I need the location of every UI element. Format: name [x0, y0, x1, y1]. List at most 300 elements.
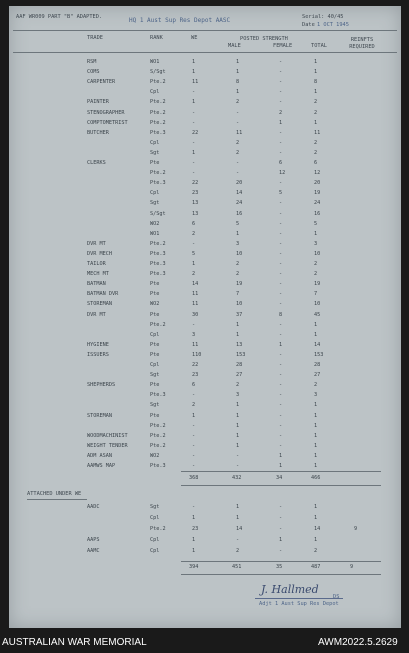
- row-trade: STOREMAN: [87, 301, 112, 308]
- row-female: -: [279, 59, 283, 65]
- row-rank: Pte: [150, 341, 160, 348]
- table-row: [9, 99, 401, 106]
- column-rank: RANK: [150, 35, 163, 41]
- row-we: 1: [192, 412, 196, 419]
- row-rank: Pte.3: [150, 180, 166, 187]
- row-male: 1: [236, 412, 240, 419]
- archive-reference: AWM2022.5.2629: [318, 637, 398, 648]
- row-we: -: [192, 442, 196, 449]
- row-male: 14: [236, 190, 243, 197]
- row-we: 1: [192, 69, 196, 76]
- row-trade: TAILOR: [87, 261, 106, 267]
- row-male: 20: [236, 180, 243, 187]
- row-trade: BUTCHER: [87, 129, 109, 136]
- row-trade: ADM ASAN: [87, 452, 112, 459]
- row-male: 1: [236, 321, 240, 328]
- row-rank: Sgt: [150, 372, 160, 379]
- table-row: [9, 548, 401, 555]
- row-total: 1: [314, 432, 318, 439]
- row-male: 2: [236, 271, 240, 278]
- row-male: 2: [236, 261, 240, 267]
- row-total: 28: [314, 362, 321, 368]
- row-male: -: [236, 463, 240, 469]
- row-female: -: [279, 139, 283, 146]
- row-trade: STENOGRAPHER: [87, 109, 125, 116]
- row-total: 1: [314, 89, 318, 96]
- row-male: 1: [236, 515, 240, 521]
- row-total: 1: [314, 442, 318, 449]
- row-rank: Cpl: [150, 515, 160, 521]
- row-rank: Pte.3: [150, 250, 166, 257]
- row-total: 11: [314, 129, 321, 136]
- row-female: -: [279, 79, 283, 86]
- row-rank: Pte.2: [150, 170, 166, 177]
- table-row: [9, 59, 401, 66]
- row-rank: Cpl: [150, 548, 160, 554]
- grand-total-rule-lower: [181, 574, 381, 575]
- signatory-title: Adjt 1 Aust Sup Res Depot: [259, 601, 339, 607]
- row-trade: STOREMAN: [87, 412, 112, 419]
- table-row: [9, 160, 401, 167]
- row-female: -: [279, 515, 283, 521]
- row-female: -: [279, 372, 283, 379]
- row-trade: CLERKS: [87, 160, 106, 166]
- table-row: [9, 211, 401, 218]
- row-female: -: [279, 526, 283, 532]
- handwritten-signature: J. Hallmed: [261, 583, 319, 596]
- row-rank: Pte.3: [150, 129, 166, 136]
- row-total: 1: [314, 537, 318, 543]
- row-total: 14: [314, 526, 321, 532]
- date-stamp: 1 OCT 1945: [317, 22, 349, 28]
- subtotal-total: 466: [311, 475, 321, 481]
- row-we: 1: [192, 99, 196, 106]
- row-rank: WO2: [150, 301, 160, 308]
- row-we: 13: [192, 200, 199, 207]
- row-total: 20: [314, 180, 321, 187]
- form-reference: AAF WR009 PART "B" ADAPTED.: [16, 14, 103, 20]
- row-rank: Pte: [150, 382, 160, 389]
- table-row: [9, 382, 401, 389]
- archive-footer: [0, 632, 409, 653]
- table-row: [9, 261, 401, 268]
- row-we: 23: [192, 372, 199, 379]
- row-rank: WO2: [150, 220, 160, 227]
- row-we: -: [192, 170, 196, 177]
- row-we: -: [192, 89, 196, 96]
- row-rank: Pte.2: [150, 422, 166, 429]
- row-rank: S/Sgt: [150, 69, 166, 76]
- table-row: [9, 537, 401, 544]
- row-rank: Cpl: [150, 362, 160, 368]
- row-female: 5: [279, 190, 283, 197]
- row-we: 1: [192, 537, 196, 543]
- row-we: -: [192, 240, 196, 247]
- table-row: [9, 221, 401, 228]
- row-female: 1: [279, 463, 283, 469]
- column-reinforcements: REINFTS REQUIRED: [349, 37, 375, 51]
- row-rank: WO1: [150, 230, 160, 237]
- row-female: -: [279, 129, 283, 136]
- row-rank: Pte: [150, 160, 160, 166]
- row-we: 11: [192, 79, 199, 86]
- grand-total-rule: [181, 561, 381, 562]
- row-we: 1: [192, 548, 196, 554]
- row-we: 6: [192, 220, 196, 227]
- row-male: 2: [236, 382, 240, 389]
- row-female: -: [279, 69, 283, 76]
- row-female: 12: [279, 170, 286, 177]
- row-female: -: [279, 220, 283, 227]
- row-trade: WOODMACHINIST: [87, 432, 128, 439]
- attached-section-label: ATTACHED UNDER WE: [27, 491, 82, 497]
- row-female: 6: [279, 160, 283, 166]
- row-female: -: [279, 382, 283, 389]
- row-male: 1: [236, 442, 240, 449]
- grand-total-male: 451: [232, 564, 242, 570]
- row-male: 1: [236, 422, 240, 429]
- row-male: 28: [236, 362, 243, 368]
- table-row: [9, 89, 401, 96]
- row-we: -: [192, 452, 196, 459]
- row-rank: Pte.3: [150, 261, 166, 267]
- row-trade: AADC: [87, 504, 100, 510]
- attached-underline: [27, 499, 87, 500]
- row-total: 1: [314, 321, 318, 328]
- row-female: -: [279, 504, 283, 510]
- grand-total-reinf: 9: [350, 564, 354, 570]
- row-we: 6: [192, 382, 196, 389]
- row-female: -: [279, 261, 283, 267]
- row-we: -: [192, 422, 196, 429]
- row-we: 2: [192, 230, 196, 237]
- row-male: -: [236, 537, 240, 543]
- row-total: 19: [314, 281, 321, 288]
- row-male: 2: [236, 139, 240, 146]
- row-total: 1: [314, 402, 318, 409]
- row-trade: AAMWS MAP: [87, 463, 116, 469]
- row-female: 1: [279, 119, 283, 126]
- row-reinf: 9: [354, 526, 358, 532]
- table-row: [9, 322, 401, 329]
- column-female: FEMALE: [273, 43, 293, 49]
- row-we: 1: [192, 515, 196, 521]
- row-we: -: [192, 160, 196, 166]
- table-row: [9, 200, 401, 207]
- row-male: 153: [236, 351, 246, 358]
- row-female: 1: [279, 341, 283, 348]
- row-total: 2: [314, 382, 318, 389]
- row-we: 22: [192, 180, 199, 187]
- table-row: [9, 69, 401, 76]
- row-total: 1: [314, 119, 318, 126]
- row-total: 2: [314, 271, 318, 278]
- table-row: [9, 453, 401, 460]
- row-total: 1: [314, 412, 318, 419]
- table-row: [9, 526, 401, 533]
- row-trade: CARPENTER: [87, 79, 116, 86]
- subtotal-we: 368: [189, 475, 199, 481]
- row-total: 2: [314, 149, 318, 156]
- row-male: 24: [236, 200, 243, 207]
- row-rank: Pte: [150, 412, 160, 419]
- row-trade: AAMC: [87, 548, 100, 554]
- table-row: [9, 504, 401, 511]
- row-male: 8: [236, 79, 240, 86]
- row-female: -: [279, 149, 283, 156]
- subtotal-male: 432: [232, 475, 242, 481]
- column-posted-strength: POSTED STRENGTH: [240, 36, 288, 42]
- row-trade: AAPS: [87, 537, 100, 543]
- row-we: -: [192, 463, 196, 469]
- table-row: [9, 402, 401, 409]
- table-row: [9, 130, 401, 137]
- unit-name: HQ 1 Aust Sup Res Depot AASC: [129, 17, 231, 24]
- row-rank: Pte.2: [150, 321, 166, 328]
- row-rank: Sgt: [150, 149, 160, 156]
- row-rank: Cpl: [150, 139, 160, 146]
- row-male: 2: [236, 99, 240, 106]
- row-rank: Sgt: [150, 504, 160, 510]
- row-female: 1: [279, 537, 283, 543]
- row-we: 30: [192, 311, 199, 318]
- row-we: 1: [192, 59, 196, 65]
- row-total: 1: [314, 504, 318, 510]
- row-male: -: [236, 170, 240, 177]
- row-male: -: [236, 119, 240, 126]
- row-trade: MECH MT: [87, 271, 109, 278]
- row-total: 1: [314, 515, 318, 521]
- table-row: [9, 413, 401, 420]
- row-rank: Cpl: [150, 89, 160, 96]
- row-we: 23: [192, 190, 199, 197]
- date-label: Date: [302, 22, 315, 28]
- row-we: 2: [192, 402, 196, 409]
- table-row: [9, 231, 401, 238]
- row-rank: Pte: [150, 281, 160, 288]
- table-row: [9, 515, 401, 522]
- row-total: 2: [314, 261, 318, 267]
- row-total: 14: [314, 341, 321, 348]
- row-female: -: [279, 331, 283, 338]
- signatory-mark: DS: [333, 594, 340, 600]
- table-row: [9, 372, 401, 379]
- row-trade: BATMAN: [87, 281, 106, 288]
- table-row: [9, 342, 401, 349]
- row-male: 1: [236, 331, 240, 338]
- row-male: 2: [236, 149, 240, 156]
- row-male: -: [236, 109, 240, 116]
- row-trade: SHEPHERDS: [87, 382, 116, 389]
- row-we: 13: [192, 210, 199, 217]
- row-trade: RSM: [87, 59, 97, 65]
- row-male: -: [236, 160, 240, 166]
- row-female: -: [279, 412, 283, 419]
- row-trade: ISSUERS: [87, 351, 109, 358]
- row-total: 12: [314, 170, 321, 177]
- row-total: 1: [314, 452, 318, 459]
- row-rank: Pte.3: [150, 463, 166, 469]
- row-rank: S/Sgt: [150, 210, 166, 217]
- row-male: 1: [236, 69, 240, 76]
- row-rank: Cpl: [150, 331, 160, 338]
- table-row: [9, 443, 401, 450]
- column-we: WE: [191, 35, 198, 41]
- row-rank: Cpl: [150, 537, 160, 543]
- row-total: 24: [314, 200, 321, 207]
- row-we: 23: [192, 526, 199, 532]
- row-total: 1: [314, 463, 318, 469]
- row-trade: PAINTER: [87, 99, 109, 106]
- row-total: 5: [314, 220, 318, 227]
- row-female: -: [279, 230, 283, 237]
- row-trade: WEIGHT TENDER: [87, 442, 128, 449]
- signature-line: [255, 598, 343, 599]
- row-male: 19: [236, 281, 243, 288]
- row-female: -: [279, 351, 283, 358]
- table-row: [9, 150, 401, 157]
- row-we: -: [192, 119, 196, 126]
- row-male: 27: [236, 372, 243, 379]
- row-female: -: [279, 362, 283, 368]
- row-total: 1: [314, 422, 318, 429]
- row-rank: Pte: [150, 351, 160, 358]
- row-male: 37: [236, 311, 243, 318]
- row-female: -: [279, 432, 283, 439]
- table-row: [9, 463, 401, 470]
- grand-total-we: 394: [189, 564, 199, 570]
- row-male: 2: [236, 548, 240, 554]
- row-male: -: [236, 452, 240, 459]
- row-we: 11: [192, 341, 199, 348]
- table-row: [9, 392, 401, 399]
- row-male: 3: [236, 392, 240, 399]
- table-row: [9, 241, 401, 248]
- row-rank: Pte: [150, 291, 160, 298]
- row-trade: DVR MT: [87, 240, 106, 247]
- row-total: 16: [314, 210, 321, 217]
- row-male: 1: [236, 432, 240, 439]
- row-trade: BATMAN DVR: [87, 291, 119, 298]
- row-total: 45: [314, 311, 321, 318]
- row-male: 10: [236, 301, 243, 308]
- row-male: 1: [236, 504, 240, 510]
- row-total: 3: [314, 240, 318, 247]
- row-female: -: [279, 99, 283, 106]
- row-we: -: [192, 432, 196, 439]
- table-row: [9, 291, 401, 298]
- subtotal-rule: [181, 471, 381, 472]
- table-row: [9, 180, 401, 187]
- row-rank: Pte.2: [150, 119, 166, 126]
- column-male: MALE: [228, 43, 241, 49]
- row-we: -: [192, 504, 196, 510]
- row-rank: Pte: [150, 311, 160, 318]
- table-row: [9, 170, 401, 177]
- grand-total-total: 487: [311, 564, 321, 570]
- row-total: 7: [314, 291, 318, 298]
- row-we: -: [192, 139, 196, 146]
- row-total: 2: [314, 109, 318, 116]
- row-female: -: [279, 240, 283, 247]
- row-rank: Pte.3: [150, 271, 166, 278]
- row-female: -: [279, 180, 283, 187]
- subtotal-row: [9, 475, 401, 482]
- row-rank: Pte.2: [150, 99, 166, 106]
- row-total: 1: [314, 69, 318, 76]
- row-trade: DVR MECH: [87, 250, 112, 257]
- row-male: 1: [236, 230, 240, 237]
- table-row: [9, 251, 401, 258]
- row-total: 6: [314, 160, 318, 166]
- row-rank: Cpl: [150, 190, 160, 197]
- row-female: -: [279, 89, 283, 96]
- row-total: 1: [314, 230, 318, 237]
- table-row: [9, 433, 401, 440]
- row-total: 3: [314, 392, 318, 399]
- row-female: -: [279, 291, 283, 298]
- table-row: [9, 140, 401, 147]
- row-female: -: [279, 321, 283, 328]
- row-male: 10: [236, 250, 243, 257]
- row-male: 7: [236, 291, 240, 298]
- table-row: [9, 362, 401, 369]
- row-female: -: [279, 210, 283, 217]
- table-row: [9, 281, 401, 288]
- row-total: 2: [314, 99, 318, 106]
- table-row: [9, 423, 401, 430]
- row-rank: Pte.2: [150, 79, 166, 86]
- row-male: 11: [236, 129, 243, 136]
- header-rule-bottom: [13, 52, 397, 53]
- row-we: 5: [192, 250, 196, 257]
- row-we: 2: [192, 271, 196, 278]
- row-rank: Pte.2: [150, 526, 166, 532]
- grand-total-female: 35: [276, 564, 283, 570]
- row-total: 19: [314, 190, 321, 197]
- column-trade: TRADE: [87, 35, 103, 41]
- row-female: -: [279, 402, 283, 409]
- row-we: 22: [192, 129, 199, 136]
- table-row: [9, 120, 401, 127]
- row-we: -: [192, 109, 196, 116]
- table-row: [9, 312, 401, 319]
- row-total: 8: [314, 79, 318, 86]
- serial-number: Serial: 40/45: [302, 14, 344, 20]
- row-female: 1: [279, 452, 283, 459]
- row-rank: Pte.2: [150, 442, 166, 449]
- row-male: 13: [236, 341, 243, 348]
- row-we: 14: [192, 281, 199, 288]
- row-we: 22: [192, 362, 199, 368]
- row-male: 14: [236, 526, 243, 532]
- grand-total-row: [9, 564, 401, 571]
- subtotal-rule-lower: [181, 485, 381, 486]
- row-female: -: [279, 200, 283, 207]
- row-rank: WO1: [150, 59, 160, 65]
- table-row: [9, 301, 401, 308]
- header-rule-top: [13, 30, 397, 31]
- row-total: 2: [314, 139, 318, 146]
- row-we: 110: [192, 351, 202, 358]
- row-rank: Pte.2: [150, 109, 166, 116]
- row-total: 2: [314, 548, 318, 554]
- subtotal-female: 34: [276, 475, 283, 481]
- table-row: [9, 110, 401, 117]
- row-female: -: [279, 250, 283, 257]
- row-female: -: [279, 442, 283, 449]
- row-male: 16: [236, 210, 243, 217]
